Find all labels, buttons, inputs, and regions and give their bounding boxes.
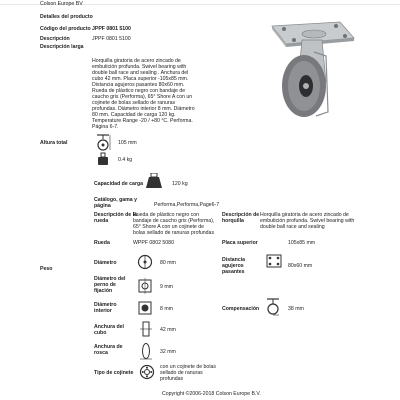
value-diam-interior: 8 mm <box>160 306 173 312</box>
hole-spacing-icon <box>266 254 282 268</box>
detail-label-2: Descripción <box>40 36 70 42</box>
value-diametro: 80 mm <box>160 260 176 266</box>
value-desc-horquilla: Horquilla giratoria de acero zincado de embutición profunda. Swivel bearing with double ball race and sealing <box>260 212 355 230</box>
detail-label-1: Código del producto <box>40 26 91 32</box>
label-catalogo: Catálogo, gama y página <box>94 197 137 209</box>
label-cojinete: Tipo de cojinete <box>94 370 134 376</box>
company-name: Colson Europe BV <box>40 1 83 7</box>
label-diam-interior: Diámetro interior <box>94 302 117 314</box>
value-altura-total: 105 mm <box>118 140 137 146</box>
label-desc-horquilla: Descripción de horquilla <box>222 212 260 224</box>
label-diam-perno: Diámetro del perno de fijación <box>94 276 126 294</box>
copyright: Copyright ©2006-2018 Colson Europe B.V. <box>162 391 261 397</box>
swivel-offset-icon <box>265 298 281 316</box>
label-peso: Peso <box>40 266 53 272</box>
caster-product-image <box>244 12 360 122</box>
detail-label-0: Detalles del producto <box>40 14 93 20</box>
ball-bearing-icon <box>139 364 155 380</box>
diameter-icon <box>137 254 153 270</box>
hub-width-icon <box>140 320 152 338</box>
load-weight-icon <box>145 173 163 189</box>
label-rueda: Rueda <box>94 240 110 246</box>
product-code: JPPF 0801 5100 <box>92 26 131 32</box>
value-distancia: 80x60 mm <box>288 263 313 269</box>
value-anchura-cubo: 42 mm <box>160 327 176 333</box>
label-altura-total: Altura total <box>40 140 68 146</box>
label-distancia: Distancia agujeros pasantes <box>222 257 246 275</box>
label-anchura-cubo: Anchura del cubo <box>94 324 124 336</box>
height-caster-icon <box>95 134 111 152</box>
long-description: Horquilla giratoria de acero zincado de embutición profunda. Swivel bearing with double ball race and sealing . Anchura del cubo 42 mm. Placa superior -105x85 mm. Distancia agujeros pasantes 80x60 mm. Rueda de plástico negro con bandaje de caucho gris (Performa), 65° Shore A con un cojinete de bolas sellado de ranuras profundas. Diámetro interior 8 mm. Diámetro 80 mm. Capacidad de carga 120 kg. Temperature Range -20 / +80 °C. Performa. Página 6-7. <box>92 58 195 130</box>
fixing-bolt-icon <box>137 278 153 294</box>
label-anchura-rosca: Anchura de rosca <box>94 344 123 356</box>
value-desc-rueda: Rueda de plástico negro con bandaje de caucho gris (Performa), 65° Shore A con un cojinete de bolas sellado de ranuras profundas <box>133 212 215 236</box>
label-placa: Placa superior <box>222 240 258 246</box>
value-placa: 105x85 mm <box>288 240 316 246</box>
product-description: JPPF 0801 5100 <box>92 36 131 42</box>
weight-icon <box>96 152 110 166</box>
tread-width-icon <box>140 342 152 360</box>
label-desc-rueda: Descripción de la rueda <box>94 212 137 224</box>
label-diametro: Diámetro <box>94 260 117 266</box>
label-compensacion: Compensación <box>222 306 260 312</box>
label-capacidad: Capacidad de carga <box>94 181 144 187</box>
value-cojinete: con un cojinete de bolas sellado de ranuras profundas <box>160 364 216 382</box>
value-diam-perno: 9 mm <box>160 284 173 290</box>
detail-label-3: Descripción larga <box>40 44 84 50</box>
value-catalogo: Performa,Performa,Page6-7 <box>154 202 220 208</box>
bore-diameter-icon <box>137 300 153 316</box>
value-peso: 0.4 kg <box>118 157 133 163</box>
value-compensacion: 38 mm <box>288 306 304 312</box>
value-rueda: WPPF 0802 5080 <box>133 240 174 246</box>
value-anchura-rosca: 32 mm <box>160 349 176 355</box>
value-capacidad: 120 kg <box>172 181 188 187</box>
